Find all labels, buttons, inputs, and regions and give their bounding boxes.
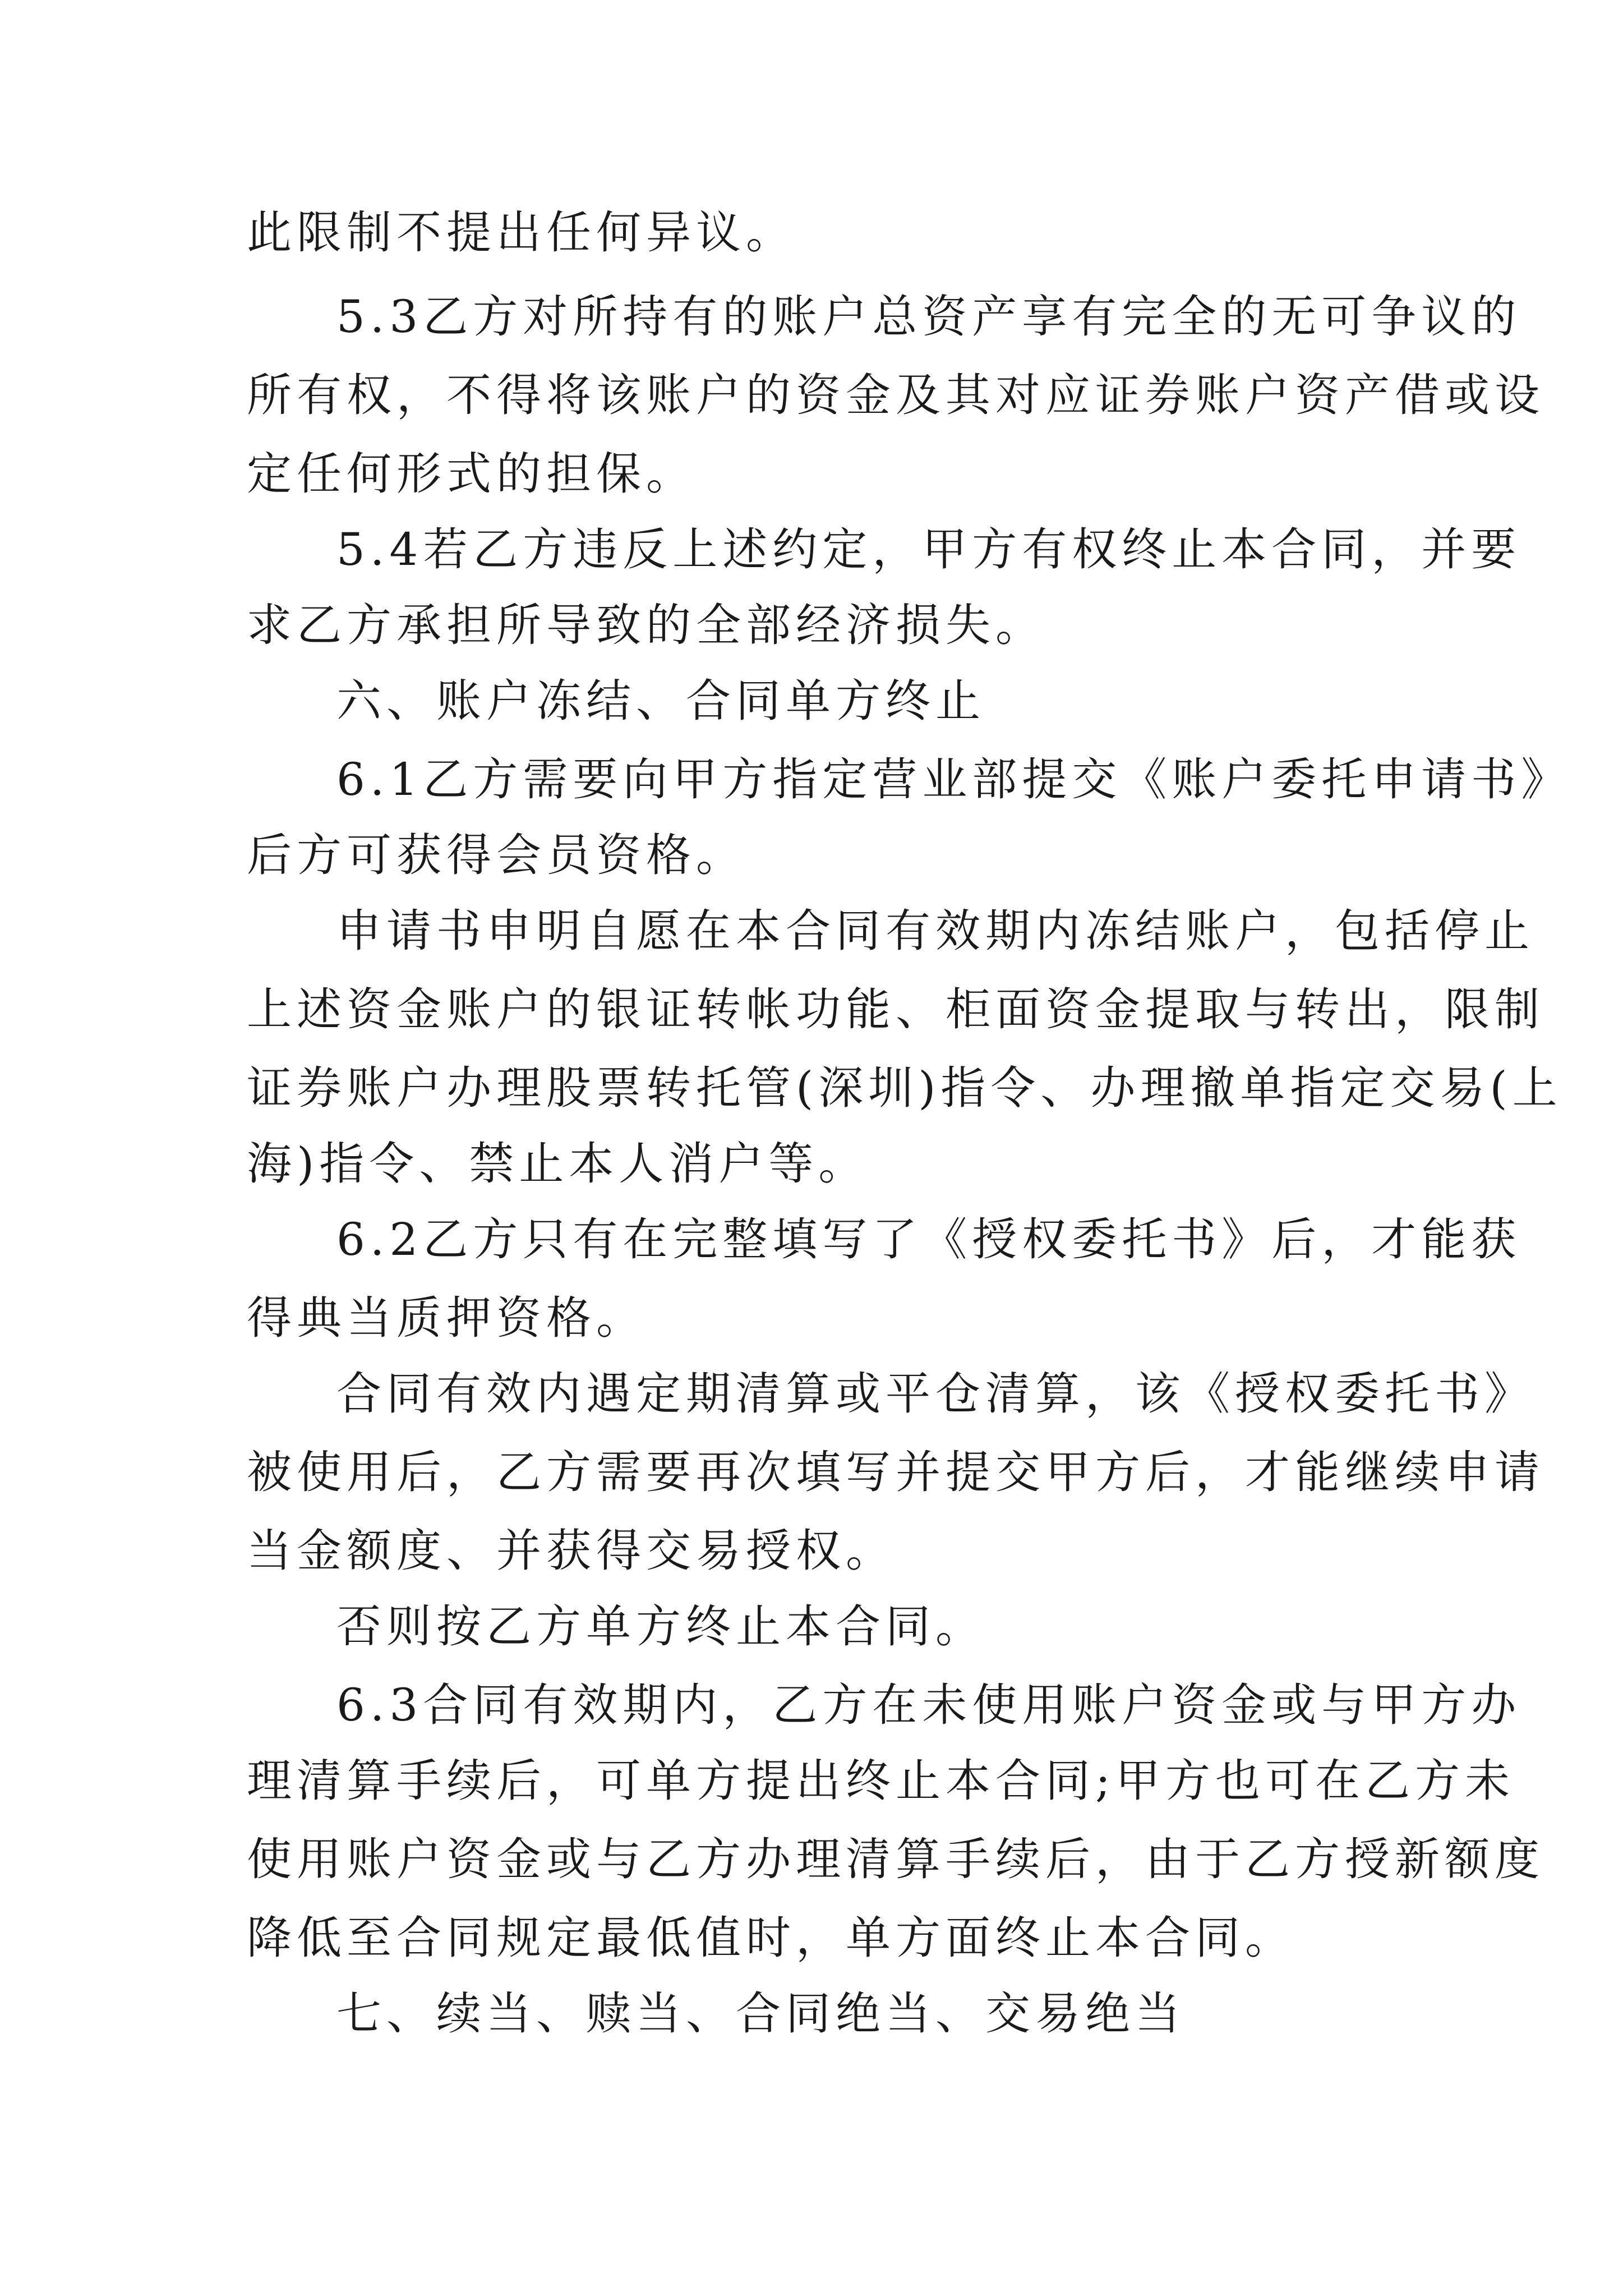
text-line: 被使用后，乙方需要再次填写并提交甲方后，才能继续申请 (247, 1446, 1544, 1498)
text-line: 上述资金账户的银证转帐功能、柜面资金提取与转出，限制 (247, 983, 1544, 1036)
text-line: 当金额度、并获得交易授权。 (247, 1525, 896, 1577)
text-line: 5.4若乙方违反上述约定，甲方有权终止本合同，并要 (336, 523, 1521, 576)
section-heading: 六、账户冻结、合同单方终止 (336, 675, 985, 727)
text-line: 6.1乙方需要向甲方指定营业部提交《账户委托申请书》 (336, 753, 1571, 806)
text-line: 所有权，不得将该账户的资金及其对应证券账户资产借或设 (247, 369, 1544, 421)
text-line: 求乙方承担所导致的全部经济损失。 (247, 599, 1045, 651)
text-line: 证券账户办理股票转托管(深圳)指令、办理撤单指定交易(上 (247, 1062, 1562, 1114)
text-line: 合同有效内遇定期清算或平仓清算，该《授权委托书》 (336, 1368, 1534, 1420)
text-line: 后方可获得会员资格。 (247, 829, 746, 881)
text-line: 理清算手续后，可单方提出终止本合同;甲方也可在乙方未 (247, 1755, 1515, 1807)
text-line: 申请书申明自愿在本合同有效期内冻结账户，包括停止 (336, 905, 1534, 957)
text-line: 此限制不提出任何异议。 (247, 206, 796, 259)
text-line: 定任何形式的担保。 (247, 448, 696, 500)
text-line: 6.3合同有效期内，乙方在未使用账户资金或与甲方办 (336, 1679, 1521, 1731)
text-line: 海)指令、禁止本人消户等。 (247, 1138, 869, 1190)
text-line: 使用账户资金或与乙方办理清算手续后，由于乙方授新额度 (247, 1833, 1544, 1885)
text-line: 否则按乙方单方终止本合同。 (336, 1600, 985, 1653)
text-line: 得典当质押资格。 (247, 1292, 646, 1344)
text-line: 5.3乙方对所持有的账户总资产享有完全的无可争议的 (336, 291, 1521, 343)
text-line: 降低至合同规定最低值时，单方面终止本合同。 (247, 1912, 1295, 1964)
text-line: 6.2乙方只有在完整填写了《授权委托书》后，才能获 (336, 1213, 1521, 1266)
section-heading: 七、续当、赎当、合同绝当、交易绝当 (336, 1987, 1185, 2040)
